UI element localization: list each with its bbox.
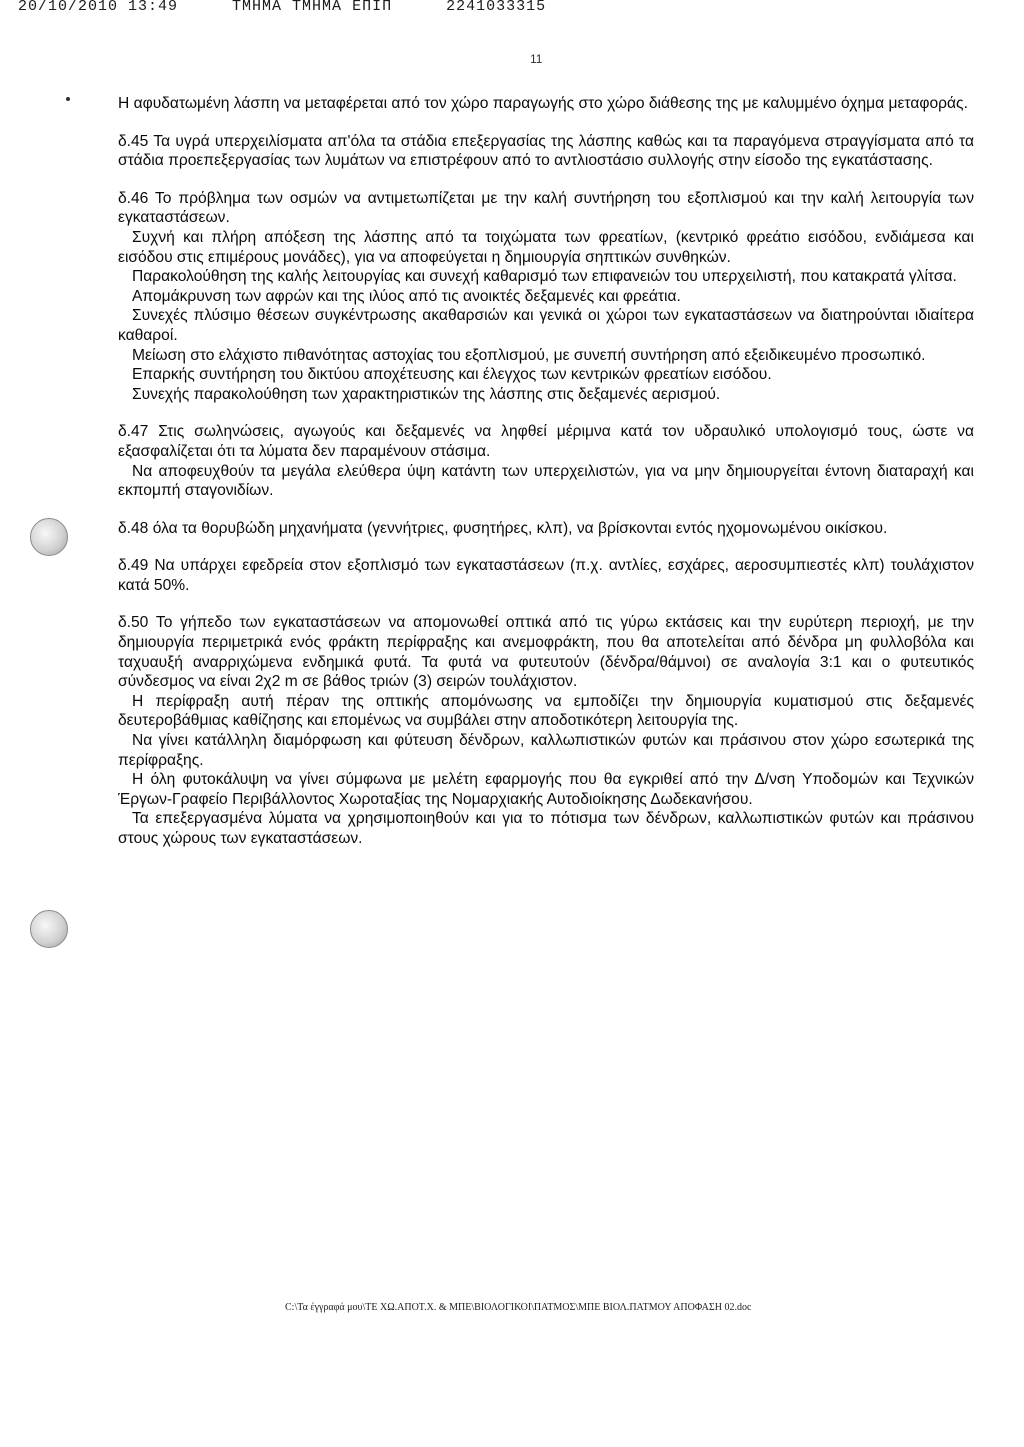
paragraph: Τα επεξεργασμένα λύματα να χρησιμοποιηθούν και για το πότισμα των δένδρων, καλλωπιστικών φυτών και πράσινου στους χώρους των εγκαταστάσεων. <box>118 810 974 847</box>
fax-header <box>18 0 838 16</box>
paragraph: Η αφυδατωμένη λάσπη να μεταφέρεται από τον χώρο παραγωγής στο χώρο διάθεσης της με καλυμμένο όχημα μεταφοράς. <box>118 95 968 112</box>
paragraph: δ.45 Τα υγρά υπερχειλίσματα απ'όλα τα στάδια επεξεργασίας της λάσπης καθώς και τα παραγόμενα στραγγίσματα από τα στάδια προεπεξεργασίας των λυμάτων να επιστρέφουν από το αντλιοστάσιο συλλογής στην είσοδο της εγκατάστασης. <box>118 132 974 170</box>
paragraph: δ.48 όλα τα θορυβώδη μηχανήματα (γεννήτριες, φυσητήρες, κλπ), να βρίσκονται εντός ηχομονωμένου οικίσκου. <box>118 519 888 537</box>
paragraph: Μείωση στο ελάχιστο πιθανότητας αστοχίας του εξοπλισμού, με συνεπή συντήρηση από εξειδικευμένο προσωπικό. <box>132 346 926 364</box>
paragraph: Η περίφραξη αυτή πέραν της οπτικής απομόνωσης να εμποδίζει την δημιουργία κυματισμού στις δεξαμενές δευτεροβάθμιας καθίζησης και επομένως να συμβάλει στην αποδοτικότερη λειτουργία της. <box>118 692 974 730</box>
footer-file-path: C:\Τα έγγραφά μου\ΤΕ ΧΩ.ΑΠΟΤ.Χ. & ΜΠΕ\ΒΙΟΛΟΓΙΚΟΙ\ΠΑΤΜΟΣ\ΜΠΕ ΒΙΟΛ.ΠΑΤΜΟΥ ΑΠΟΦΑΣΗ 02.doc <box>285 1302 752 1313</box>
paragraph: Συνεχές πλύσιμο θέσεων συγκέντρωσης ακαθαρσιών και γενικά οι χώροι των εγκαταστάσεων να διατηρούνται ιδιαίτερα καθαροί. <box>118 307 974 344</box>
punch-hole-icon <box>30 518 68 556</box>
paragraph: Συχνή και πλήρη απόξεση της λάσπης από τα τοιχώματα των φρεατίων, (κεντρικό φρεάτιο εισόδου, ενδιάμεσα και εισόδου στις επιμέρους μονάδες), για να αποφεύγεται η δημιουργία σηπτικών συνθηκών. <box>118 228 974 266</box>
paragraph: Συνεχής παρακολούθηση των χαρακτηριστικών της λάσπης στις δεξαμενές αερισμού. <box>132 385 721 403</box>
paragraph: δ.50 Το γήπεδο των εγκαταστάσεων να απομονωθεί οπτικά από τις γύρω εκτάσεις και την ευρύτερη περιοχή, με την δημιουργία περιμετρικά ενός φράκτη περίφραξης και ανεμοφράκτη, που θα αποτελείται από δένδρα μη φυλλοβόλα και ταχυαυξή αναρριχώμενα ενδημικά φυτά. Τα φυτά να φυτευτούν (δένδρα/θάμνοι) σε αναλογία 3:1 και ο φυτευτικός σύνδεσμος να είναι 2χ2 m σε βάθος τριών (3) σειρών τουλάχιστον. <box>118 614 974 691</box>
paragraph: Η όλη φυτοκάλυψη να γίνει σύμφωνα με μελέτη εφαρμογής που θα εγκριθεί από την Δ/νση Υποδομών και Τεχνικών Έργων-Γραφείο Περιβάλλοντος Χωροταξίας της Νομαρχιακής Αυτοδιοίκησης Δωδεκανήσου. <box>118 771 974 808</box>
page-number: 11 <box>530 52 543 66</box>
paragraph: Παρακολούθηση της καλής λειτουργίας και συνεχή καθαρισμό των επιφανειών του υπερχειλιστή, που κατακρατά γλίτσα. <box>132 268 957 286</box>
document-body <box>118 94 974 849</box>
paragraph: Επαρκής συντήρηση του δικτύου αποχέτευσης και έλεγχος των κεντρικών φρεατίων εισόδου. <box>132 366 772 384</box>
paragraph: Να αποφευχθούν τα μεγάλα ελεύθερα ύψη κατάντη των υπερχειλιστών, για να μην δημιουργείται έντονη διαταραχή και εκπομπή σταγονιδίων. <box>118 462 974 500</box>
paragraph: δ.46 Το πρόβλημα των οσμών να αντιμετωπίζεται με την καλή συντήρηση του εξοπλισμού και την καλή λειτουργία των εγκαταστάσεων. <box>118 189 974 227</box>
paragraph: Να γίνει κατάλληλη διαμόρφωση και φύτευση δένδρων, καλλωπιστικών φυτών και πράσινου στον χώρο εσωτερικά της περίφραξης. <box>118 732 974 769</box>
fax-sender: ΤΜΗΜΑ ΤΜΗΜΑ ΕΠΙΠ <box>232 0 393 15</box>
paragraph: δ.47 Στις σωληνώσεις, αγωγούς και δεξαμενές να ληφθεί μέριμνα κατά τον υδραυλικό υπολογισμό τους, ώστε να εξασφαλίζεται ότι τα λύματα δεν παραμένουν στάσιμα. <box>118 423 974 460</box>
paragraph: Απομάκρυνση των αφρών και της ιλύος από τις ανοικτές δεξαμενές και φρεάτια. <box>132 287 681 305</box>
paragraph: δ.49 Να υπάρχει εφεδρεία στον εξοπλισμό των εγκαταστάσεων (π.χ. αντλίες, εσχάρες, αεροσυμπιεστές κλπ) τουλάχιστον κατά 50%. <box>118 557 974 594</box>
fax-datetime: 20/10/2010 13:49 <box>18 0 179 15</box>
fax-number: 2241033315 <box>446 0 547 15</box>
punch-hole-icon <box>30 910 68 948</box>
stray-mark <box>66 97 70 101</box>
